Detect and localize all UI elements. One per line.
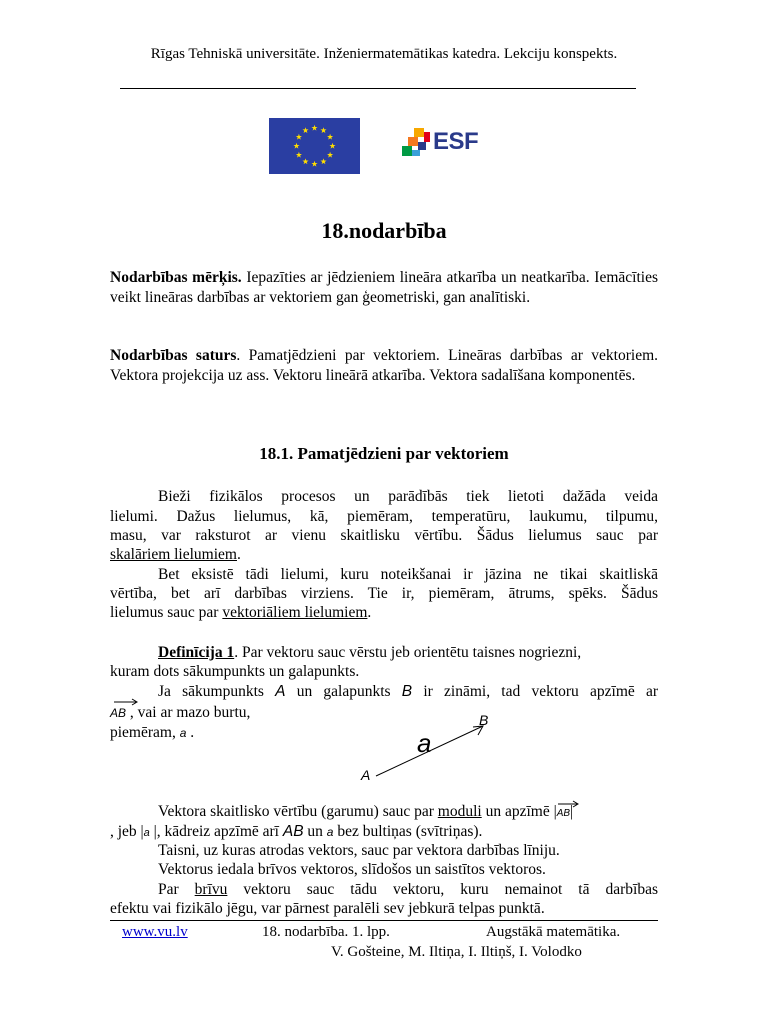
goal-paragraph: [110, 268, 658, 308]
esf-logo: [400, 126, 480, 158]
goal-label: Nodarbības mērķis.: [110, 269, 242, 286]
scalar-term: skalāriem lielumiem: [110, 546, 237, 563]
footer-link[interactable]: www.vu.lv: [122, 924, 188, 940]
p3-line3: [110, 723, 194, 743]
p1-line4-end: .: [236, 546, 241, 563]
figure-label-a: a: [417, 728, 432, 758]
point-b-symbol: B: [401, 683, 413, 700]
eu-star-icon: [320, 127, 326, 133]
p4-text-c: |: [570, 803, 574, 820]
eu-star-icon: [302, 158, 308, 164]
p2-line3-end: .: [367, 604, 372, 621]
p7-line2: efektu vai fizikālo jēgu, var pārnest paralēli sev jebkurā telpas punktā.: [110, 900, 545, 917]
p1-line1: Bieži fizikālos procesos un parādībās tiek lietoti dažāda veida: [158, 488, 658, 505]
eu-star-icon: [329, 143, 335, 149]
p4-line2-c: un: [303, 823, 327, 840]
content-text: . Pamatjēdzieni par vektoriem. Lineāras darbības ar vektoriem. Vektora projekcija uz ass. Vektoru lineārā atkarība. Vektora sadalīšana komponentēs.: [110, 347, 658, 384]
p2-line1: Bet eksistē tādi lielumi, kuru noteikšanai ir jāzina ne tikai skaitliskā: [158, 566, 658, 583]
vector-term: vektoriāliem lielumiem: [222, 604, 368, 621]
p7-line1: [158, 880, 658, 900]
footer-authors: V. Gošteine, M. Iltiņa, I. Iltiņš, I. Volodko: [331, 944, 582, 960]
p3-line2: [110, 703, 250, 723]
p1-line2: lielumi. Dažus lielumus, kā, piemēram, temperatūru, laukumu, tilpumu,: [110, 508, 658, 525]
p4-line1: [158, 802, 573, 824]
p2-line3-start: lielumus sauc par: [110, 604, 223, 621]
vector-figure: [355, 710, 505, 790]
eu-star-icon: [320, 158, 326, 164]
free-term: brīvu: [194, 881, 228, 898]
eu-star-icon: [311, 125, 317, 131]
eu-star-icon: [302, 127, 308, 133]
figure-label-A: A: [361, 767, 371, 783]
eu-star-icon: [327, 134, 333, 140]
p7-text-a: Par: [158, 881, 195, 898]
eu-star-icon: [296, 152, 302, 158]
a-plain-symbol: a: [326, 825, 334, 839]
modulus-a-symbol: a: [143, 827, 150, 839]
section-title: 18.1. Pamatjēdzieni par vektoriem: [259, 444, 509, 463]
vector-ab-text: AB: [110, 706, 127, 720]
point-a-symbol: A: [275, 683, 286, 700]
vector-ab-symbol: [110, 703, 126, 723]
figure-label-B: B: [479, 712, 489, 728]
definition-line1: [158, 643, 581, 663]
p4-text-a: Vektora skaitlisko vērtību (garumu) sauc par: [158, 803, 438, 820]
eu-flag-logo: [269, 118, 360, 174]
eu-star-icon: [327, 152, 333, 158]
content-label: Nodarbības saturs: [110, 347, 237, 364]
vector-arrow-icon: [112, 697, 142, 707]
header-rule: [120, 88, 636, 89]
eu-star-icon: [311, 161, 317, 167]
content-paragraph: [110, 346, 658, 386]
p4-line2-a: , jeb |: [110, 823, 144, 840]
p2-line2: vērtība, bet arī darbības virziens. Tie ir, piemēram, ātrums, spēks. Šādus: [110, 585, 658, 602]
p3-line3-end: .: [186, 724, 195, 741]
p4-text-b: un apzīmē |: [481, 803, 557, 820]
footer-rule: [110, 920, 658, 921]
definition-text1: . Par vektoru sauc vērstu jeb orientētu taisnes nogriezni,: [234, 644, 582, 661]
eu-star-icon: [296, 134, 302, 140]
modulus-term: moduli: [437, 803, 482, 820]
header-text: Rīgas Tehniskā universitāte. Inženiermatemātikas katedra. Lekciju konspekts.: [150, 46, 618, 62]
p4-line2: [110, 822, 482, 843]
page-title: 18.nodarbība: [321, 218, 447, 243]
p1-line3: masu, var raksturot ar vienu skaitlisku vērtību. Šādus lielumus sauc par: [110, 527, 658, 544]
modulus-vector-ab: [557, 804, 570, 824]
esf-mark-icon: [400, 128, 432, 160]
p3-text-c: ir zināmi, tad vektoru apzīmē ar: [412, 683, 659, 700]
p6-line: Vektorus iedala brīvos vektoros, slīdošos un saistītos vektoros.: [158, 861, 546, 878]
definition-line2: kuram dots sākumpunkts un galapunkts.: [110, 663, 360, 680]
p4-line2-d: bez bultiņas (svītriņas).: [333, 823, 483, 840]
modulus-vector-text: AB: [556, 808, 571, 819]
goal-text: Iepazīties ar jēdzieniem lineāra atkarība un neatkarība. Iemācīties veikt lineāras darbības ar vektoriem gan ģeometriski, gan analītiski.: [110, 269, 658, 306]
p3-line3-text: piemēram,: [110, 724, 180, 741]
p3-text-a: Ja sākumpunkts: [158, 683, 276, 700]
p4-line2-b: |, kādreiz apzīmē arī: [149, 823, 283, 840]
esf-text: ESF: [433, 128, 479, 155]
ab-plain-symbol: AB: [282, 823, 304, 840]
p1-line4: [110, 545, 241, 565]
vector-a-symbol: a: [179, 726, 187, 740]
p3-line1: [158, 682, 658, 702]
modulus-arrow-icon: [557, 800, 581, 808]
definition-label: Definīcija 1: [158, 644, 235, 661]
p7-text-b: vektoru sauc tādu vektoru, kuru nemainot tā darbības: [227, 881, 658, 898]
p5-line: Taisni, uz kuras atrodas vektors, sauc par vektora darbības līniju.: [158, 842, 560, 859]
p3-text-b: un galapunkts: [285, 683, 402, 700]
footer-page: 18. nodarbība. 1. lpp.: [262, 924, 390, 940]
footer-course: Augstākā matemātika.: [486, 924, 621, 940]
p2-line3: [110, 603, 371, 623]
eu-star-icon: [293, 143, 299, 149]
p3-line2-text: , vai ar mazo burtu,: [126, 704, 251, 721]
